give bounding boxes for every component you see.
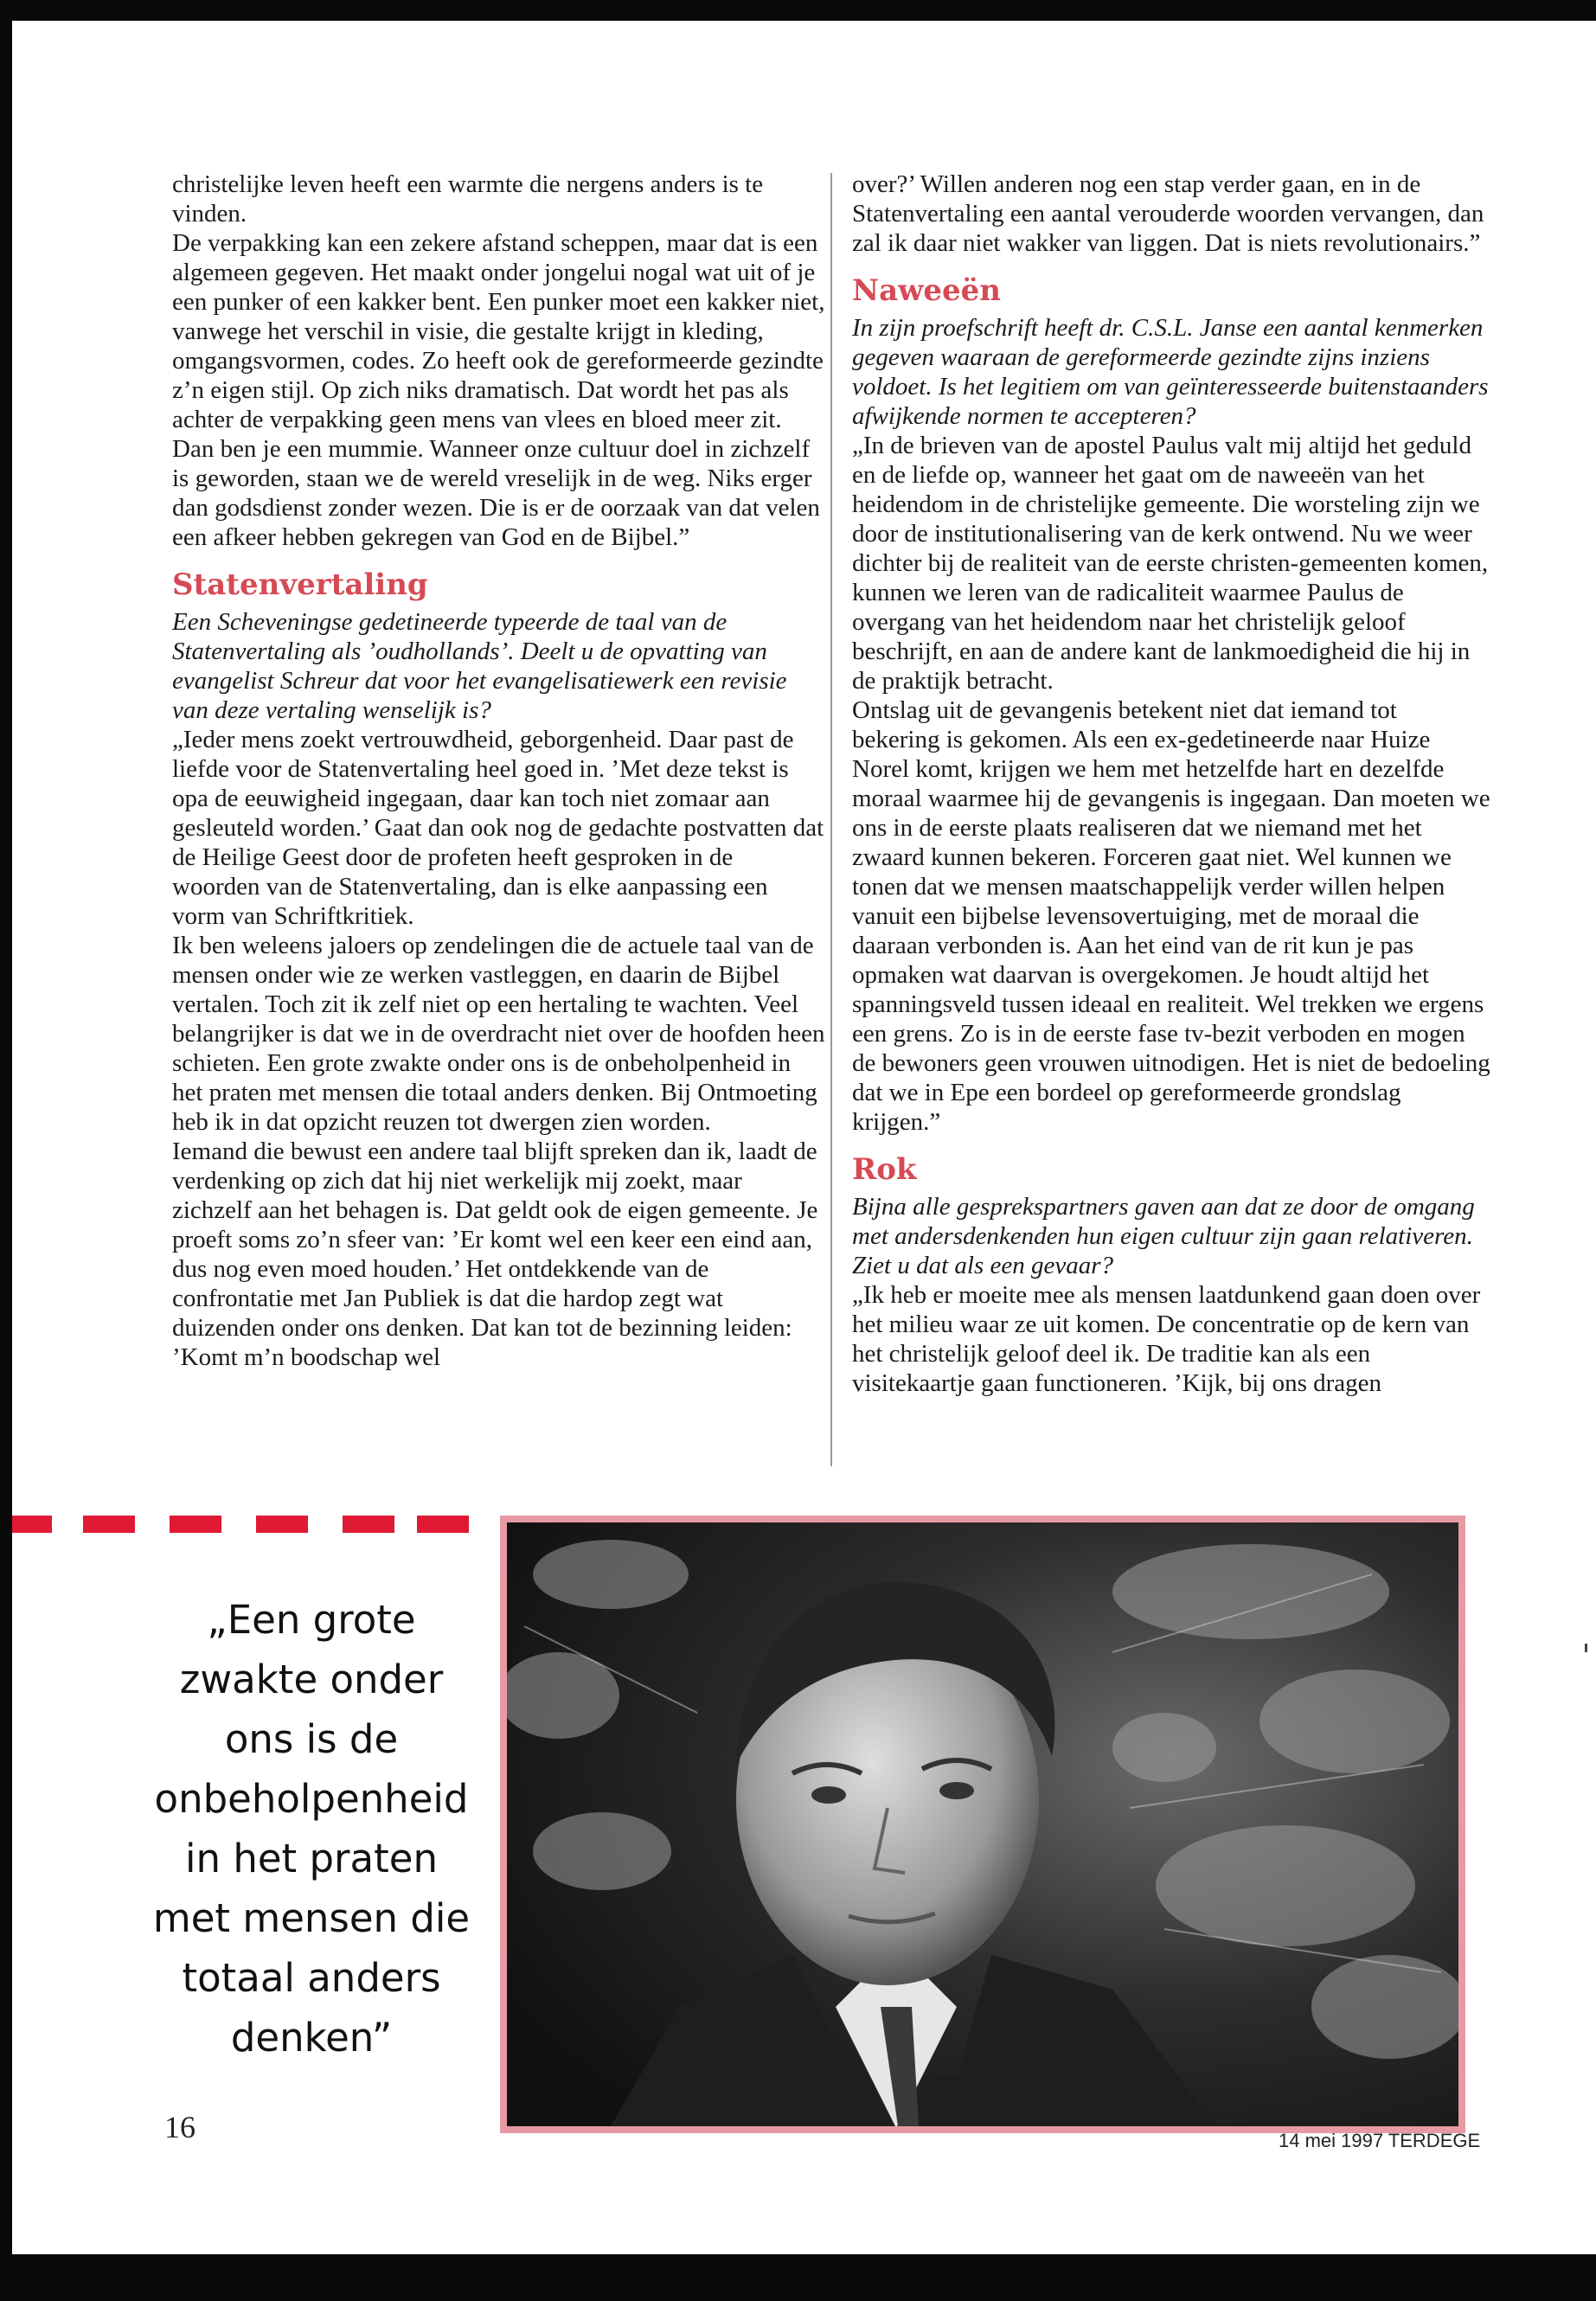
right-paragraph-3: Ontslag uit de gevangenis betekent niet dat iemand tot bekering is gekomen. Als een ex-gedetineerde naar Huize Norel komt, krijgen we hem met hetzelfde hart en dezelfde moraal waarmee hij de gevangenis is ingegaan. Dan moeten we ons in de eerste plaats realiseren dat we niemand met het zwaard kunnen bekeren. Forceren gaat niet. Wel kunnen we tonen dat we mensen maatschappelijk verder willen helpen vanuit een bijbelse levensovertuiging, met de moraal die daaraan verbonden is. Aan het eind van de rit kun je pas opmaken wat daarvan is overgekomen. Je houdt altijd het spanningsveld tussen ideaal en realiteit. Wel trekken we ergens een grens. Zo is in de eerste fase tv-bezit verboden en mogen de bewoners geen vrouwen uitnodigen. Het is niet de bedoeling dat we in Epe een bordeel op gereformeerde grondslag krijgen.” [852,696,1490,1136]
dash [256,1516,308,1533]
dash [83,1516,135,1533]
left-column [172,170,825,1372]
left-paragraph-1: christelijke leven heeft een warmte die nergens anders is te vinden. [172,170,764,228]
dash [417,1516,469,1533]
interview-question-1: Een Scheveningse gedetineerde typeerde de taal van de Statenvertaling als ’oudhollands’. Deelt u de opvatting van evangelist Schreur dat voor het evangelisatiewerk een revisie van deze vertaling wenselijk is? [172,608,787,724]
portrait-photo [500,1516,1465,2133]
right-column [852,170,1490,1398]
section-heading-naweeen: Naweeën [852,273,1001,308]
left-paragraph-2: De verpakking kan een zekere afstand scheppen, maar dat is een algemeen gegeven. Het maakt onder jongelui nogal wat uit of je een punker of een kakker bent. Een punker moet een kakker niet, vanwege het verschil in visie, die gestalte krijgt in kleding, omgangsvormen, codes. Zo heeft ook de gereformeerde gezindte z’n eigen stijl. Op zich niks dramatisch. Dat wordt het pas als achter de verpakking geen mens van vlees en bloed meer zit. Dan ben je een mummie. Wanneer onze cultuur doel in zichzelf is geworden, staan we de wereld vreselijk in de weg. Niks erger dan godsdienst zonder wezen. Die is er de oorzaak van dat velen een afkeer hebben gekregen van God en de Bijbel.” [172,229,825,551]
dash [12,1516,52,1533]
left-paragraph-5: Iemand die bewust een andere taal blijft spreken dan ik, laadt de verdenking op zich dat hij niet werkelijk mij zoekt, maar zichzelf aan het behagen is. Dat geldt ook de eigen gemeente. Je proeft soms zo’n sfeer van: ’Er komt wel een keer een eind aan, dus nog even moed houden.’ Het ontdekkende van de confrontatie met Jan Publiek is dat die hardop zegt wat duizenden onder ons denken. Dat kan tot de bezinning leiden: ’Komt m’n boodschap wel [172,1138,818,1371]
scan-border-left [0,0,12,2301]
section-heading-statenvertaling: Statenvertaling [172,567,428,602]
right-paragraph-1: over?’ Willen anderen nog een stap verder gaan, en in de Statenvertaling een aantal verouderde woorden vervangen, dan zal ik daar niet wakker van liggen. Dat is niets revolutionairs.” [852,170,1484,257]
right-paragraph-2: „In de brieven van de apostel Paulus valt mij altijd het geduld en de liefde op, wanneer het gaat om de naweeën van het heidendom in de christelijke gemeente. Die worsteling zijn we door de institutionalisering van de kerk ontwend. Nu we weer dichter bij de realiteit van de eerste christen-gemeenten komen, kunnen we leren van de radicaliteit waarmee Paulus de overgang van het heidendom naar het christelijk geloof beschrijft, en aan de andere kant de lankmoedigheid die hij in de praktijk betracht. [852,432,1489,695]
interview-question-2: In zijn proefschrift heeft dr. C.S.L. Janse een aantal kenmerken gegeven waaraan de gereformeerde gezindte zijns inziens voldoet. Is het legitiem om van geïnteresseerde buitenstaanders afwijkende normen te accepteren? [852,314,1489,430]
scan-border-bottom [0,2254,1596,2301]
portrait-photo-image [507,1522,1458,2126]
scan-border-top [0,0,1596,21]
pull-quote: „Een grote zwakte onder ons is de onbeholpenheid in het praten met mensen die totaal anders denken” [152,1597,471,2061]
section-heading-rok: Rok [852,1152,917,1187]
page-number: 16 [164,2110,195,2144]
column-divider [830,173,832,1466]
left-paragraph-4: Ik ben weleens jaloers op zendelingen die de actuele taal van de mensen onder wie ze werken vastleggen, en daarin de Bijbel vertalen. Toch zit ik zelf niet op een hertaling te wachten. Veel belangrijker is dat we in de overdracht niet over de hoofden heen schieten. Een grote zwakte onder ons is de onbeholpenheid in het praten met mensen die totaal anders denken. Bij Ontmoeting heb ik in dat opzicht reuzen tot dwergen zien worden. [172,932,825,1136]
right-paragraph-4: „Ik heb er moeite mee als mensen laatdunkend gaan doen over het milieu waar ze uit komen. De concentratie op de kern van het christelijk geloof deel ik. De traditie kan als een visitekaartje gaan functioneren. ’Kijk, bij ons dragen [852,1281,1481,1397]
decorative-dash-row [12,1516,471,1533]
scan-mark [1585,1644,1587,1652]
interview-question-3: Bijna alle gesprekspartners gaven aan dat ze door de omgang met andersdenkenden hun eigen cultuur zijn gaan relativeren. Ziet u dat als een gevaar? [852,1193,1475,1279]
dash [170,1516,221,1533]
dash [343,1516,394,1533]
issue-date-publication: 14 mei 1997 TERDEGE [1279,2130,1481,2151]
left-paragraph-3: „Ieder mens zoekt vertrouwdheid, geborgenheid. Daar past de liefde voor de Statenvertaling heel goed in. ’Met deze tekst is opa de eeuwigheid ingegaan, daar kan toch niet zomaar aan gesleuteld worden.’ Gaat dan ook nog de gedachte postvatten dat de Heilige Geest door de profeten heeft gesproken in de woorden van de Statenvertaling, dan is elke aanpassing een vorm van Schriftkritiek. [172,726,824,930]
